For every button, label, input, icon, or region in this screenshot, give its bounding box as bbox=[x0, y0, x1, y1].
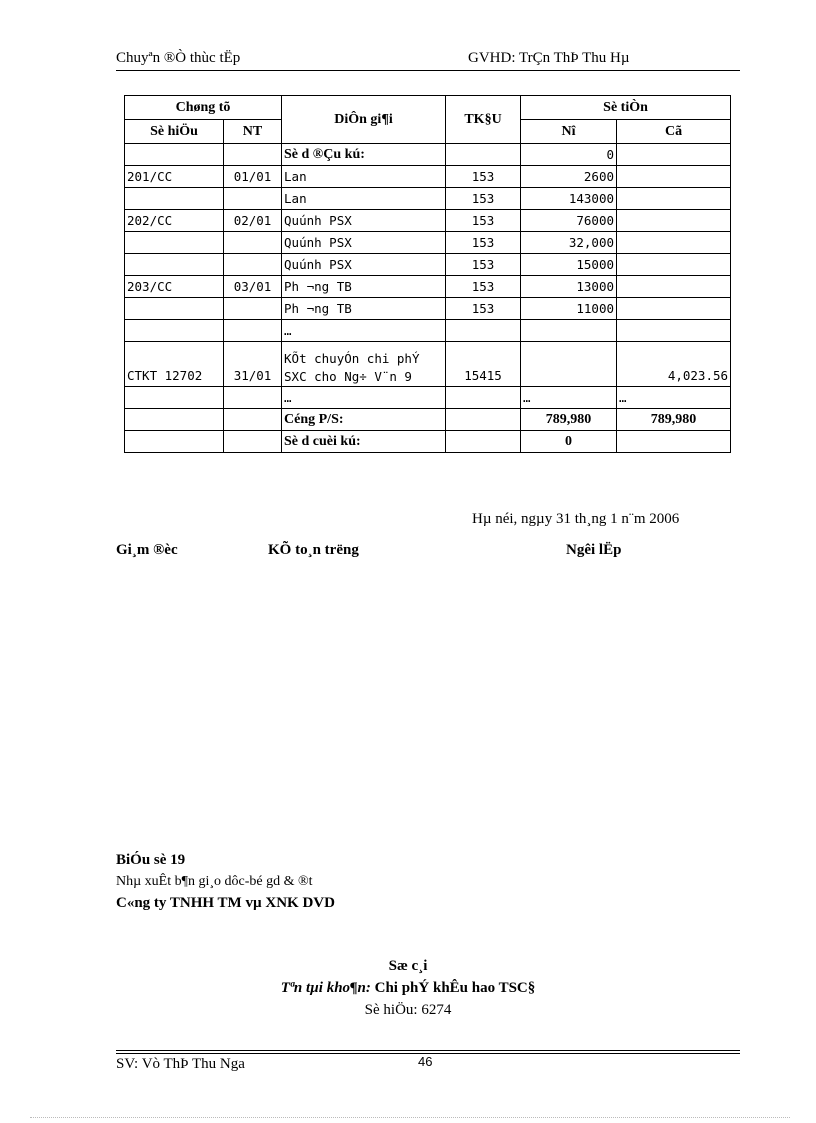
company-name: C«ng ty TNHH TM vµ XNK DVD bbox=[116, 895, 335, 911]
publisher-line: Nhµ xuÊt b¶n gi¸o dôc-bé gd & ®t bbox=[116, 874, 313, 889]
header-credit: Cã bbox=[617, 120, 731, 144]
cell-description: KÕt chuyÓn chi phÝ SXC cho Ng÷ V¨n 9 bbox=[282, 342, 446, 387]
signature-director: Gi¸m ®èc bbox=[116, 542, 178, 558]
ledger-table bbox=[124, 95, 731, 453]
cell-doc-date bbox=[224, 232, 282, 254]
cell-doc-date: 03/01 bbox=[224, 276, 282, 298]
cell-credit bbox=[617, 166, 731, 188]
cell-account: 153 bbox=[446, 166, 521, 188]
header-left: Chuyªn ®Ò thùc tËp bbox=[116, 50, 241, 66]
header-amount-group: Sè tiÒn bbox=[521, 96, 731, 120]
cell-description: Céng P/S: bbox=[282, 409, 446, 431]
cell-credit bbox=[617, 320, 731, 342]
cell-credit bbox=[617, 276, 731, 298]
table-row bbox=[125, 320, 731, 342]
cell-doc-date bbox=[224, 387, 282, 409]
cell-account: 153 bbox=[446, 298, 521, 320]
cell-description: Ph ¬ng TB bbox=[282, 298, 446, 320]
cell-doc-no bbox=[125, 298, 224, 320]
signature-chief-accountant: KÕ to¸n trëng bbox=[268, 542, 359, 558]
cell-account bbox=[446, 144, 521, 166]
cell-doc-date bbox=[224, 431, 282, 453]
cell-doc-no: 201/CC bbox=[125, 166, 224, 188]
cell-description: Sè d cuèi kú: bbox=[282, 431, 446, 453]
table-row bbox=[125, 387, 731, 409]
cell-description: Lan bbox=[282, 166, 446, 188]
cell-debit bbox=[521, 320, 617, 342]
page-number: 46 bbox=[418, 1054, 433, 1069]
cell-doc-no bbox=[125, 232, 224, 254]
table-row bbox=[125, 188, 731, 210]
cell-doc-date: 02/01 bbox=[224, 210, 282, 232]
cell-doc-no: 203/CC bbox=[125, 276, 224, 298]
cell-doc-date bbox=[224, 144, 282, 166]
cell-credit bbox=[617, 254, 731, 276]
cell-credit: … bbox=[617, 387, 731, 409]
cell-account bbox=[446, 431, 521, 453]
table-row bbox=[125, 431, 731, 453]
ledger-title: Sæ c¸i bbox=[388, 958, 428, 974]
cell-credit: 4,023.56 bbox=[617, 342, 731, 387]
account-number-label: Sè hiÖu: bbox=[364, 1002, 418, 1018]
cell-doc-date bbox=[224, 254, 282, 276]
cell-doc-date bbox=[224, 188, 282, 210]
cell-description: Quúnh PSX bbox=[282, 232, 446, 254]
header-doc-date: NT bbox=[224, 120, 282, 144]
cell-account: 153 bbox=[446, 232, 521, 254]
table-row bbox=[125, 144, 731, 166]
cell-doc-no bbox=[125, 188, 224, 210]
cell-debit: 32,000 bbox=[521, 232, 617, 254]
account-name-line bbox=[0, 980, 816, 997]
cell-debit: 143000 bbox=[521, 188, 617, 210]
cell-debit: … bbox=[521, 387, 617, 409]
cell-debit: 0 bbox=[521, 144, 617, 166]
signature-preparer: Ngêi lËp bbox=[566, 542, 622, 558]
table-row bbox=[125, 276, 731, 298]
header-document-group: Chøng tõ bbox=[125, 96, 282, 120]
header-rule bbox=[116, 70, 740, 71]
header-account: TK§U bbox=[446, 96, 521, 144]
header-description: DiÔn gi¶i bbox=[282, 96, 446, 144]
cell-account: 15415 bbox=[446, 342, 521, 387]
cell-debit: 2600 bbox=[521, 166, 617, 188]
cell-account bbox=[446, 387, 521, 409]
cell-description: Ph ¬ng TB bbox=[282, 276, 446, 298]
footer-student: SV: Vò ThÞ Thu Nga bbox=[116, 1056, 245, 1072]
cell-doc-no: 202/CC bbox=[125, 210, 224, 232]
cell-doc-no bbox=[125, 320, 224, 342]
date-line: Hµ néi, ngµy 31 th¸ng 1 n¨m 2006 bbox=[472, 511, 680, 527]
cell-description: Quúnh PSX bbox=[282, 254, 446, 276]
cell-debit: 15000 bbox=[521, 254, 617, 276]
cell-description: … bbox=[282, 387, 446, 409]
table-row bbox=[125, 254, 731, 276]
header-right: GVHD: TrÇn ThÞ Thu Hµ bbox=[468, 50, 630, 66]
table-row bbox=[125, 342, 731, 387]
header-doc-no: Sè hiÖu bbox=[125, 120, 224, 144]
cell-debit: 0 bbox=[521, 431, 617, 453]
table-row bbox=[125, 210, 731, 232]
account-number: 6274 bbox=[421, 1002, 452, 1018]
cell-account: 153 bbox=[446, 210, 521, 232]
cell-credit bbox=[617, 232, 731, 254]
footer-rule-top bbox=[116, 1050, 740, 1051]
cell-doc-no: CTKT 12702 bbox=[125, 342, 224, 387]
cell-account: 153 bbox=[446, 188, 521, 210]
page-edge-dotted-line bbox=[30, 1117, 790, 1118]
cell-debit: 13000 bbox=[521, 276, 617, 298]
cell-description: … bbox=[282, 320, 446, 342]
cell-account: 153 bbox=[446, 276, 521, 298]
cell-doc-date bbox=[224, 409, 282, 431]
cell-credit bbox=[617, 431, 731, 453]
table-row bbox=[125, 298, 731, 320]
account-number-line bbox=[0, 1002, 816, 1019]
cell-credit bbox=[617, 144, 731, 166]
header-debit: Nî bbox=[521, 120, 617, 144]
cell-debit: 11000 bbox=[521, 298, 617, 320]
account-name-label: Tªn tµi kho¶n: bbox=[280, 980, 371, 996]
cell-credit bbox=[617, 188, 731, 210]
cell-description: Sè d ®Çu kú: bbox=[282, 144, 446, 166]
cell-doc-date bbox=[224, 320, 282, 342]
cell-doc-date: 31/01 bbox=[224, 342, 282, 387]
cell-doc-date: 01/01 bbox=[224, 166, 282, 188]
cell-credit: 789,980 bbox=[617, 409, 731, 431]
cell-credit bbox=[617, 298, 731, 320]
table-row bbox=[125, 166, 731, 188]
cell-account bbox=[446, 320, 521, 342]
cell-debit: 76000 bbox=[521, 210, 617, 232]
cell-credit bbox=[617, 210, 731, 232]
cell-doc-no bbox=[125, 431, 224, 453]
cell-doc-no bbox=[125, 409, 224, 431]
cell-doc-no bbox=[125, 254, 224, 276]
table-row bbox=[125, 409, 731, 431]
cell-doc-no bbox=[125, 144, 224, 166]
cell-description: Lan bbox=[282, 188, 446, 210]
cell-debit bbox=[521, 342, 617, 387]
cell-doc-date bbox=[224, 298, 282, 320]
cell-description: Quúnh PSX bbox=[282, 210, 446, 232]
cell-account: 153 bbox=[446, 254, 521, 276]
cell-doc-no bbox=[125, 387, 224, 409]
table-row bbox=[125, 232, 731, 254]
cell-account bbox=[446, 409, 521, 431]
cell-debit: 789,980 bbox=[521, 409, 617, 431]
account-name: Chi phÝ khÊu hao TSC§ bbox=[374, 980, 536, 996]
form-number: BiÓu sè 19 bbox=[116, 852, 186, 868]
